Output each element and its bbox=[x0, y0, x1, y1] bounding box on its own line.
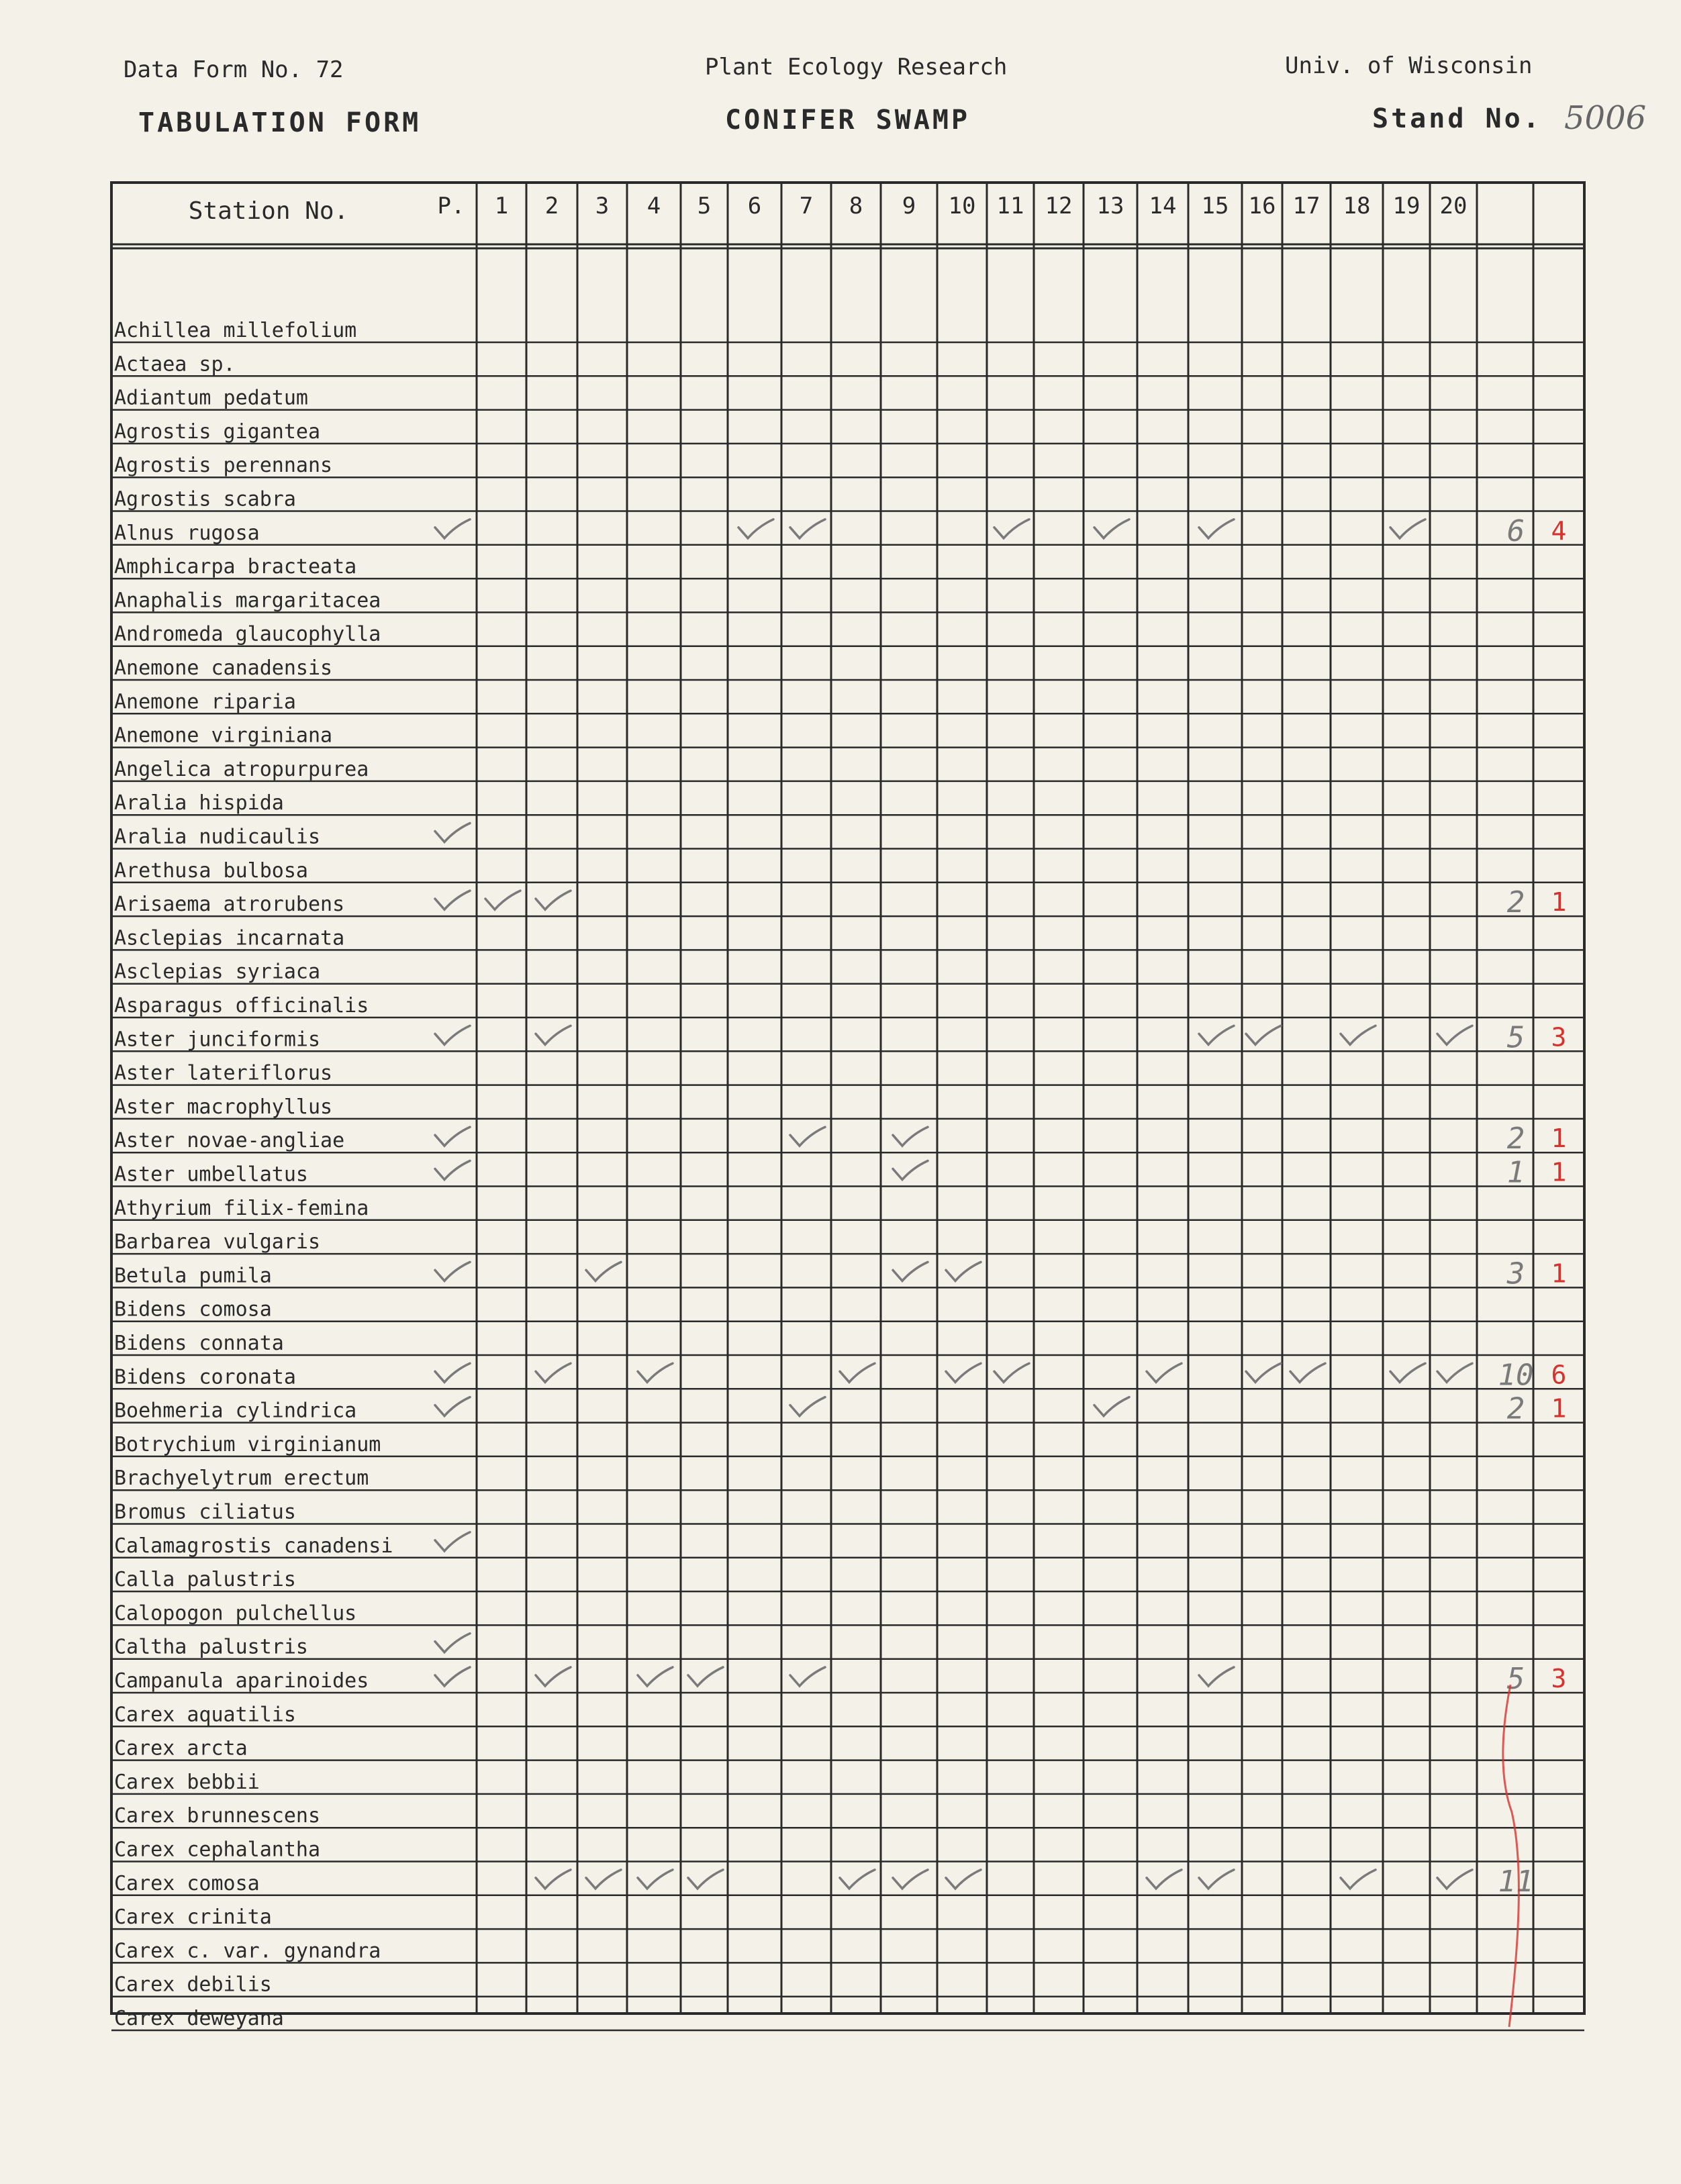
station-column-label: P. bbox=[437, 193, 465, 219]
species-name: Asclepias syriaca bbox=[114, 960, 321, 984]
check-mark bbox=[893, 1870, 928, 1889]
species-name: Aralia hispida bbox=[114, 791, 284, 815]
station-column-label: 4 bbox=[646, 193, 661, 219]
station-column-label: 3 bbox=[595, 193, 610, 219]
check-mark bbox=[638, 1667, 673, 1686]
check-mark bbox=[994, 519, 1029, 538]
species-name: Anemone riparia bbox=[114, 690, 296, 714]
station-header: Station No. bbox=[188, 197, 349, 225]
check-mark bbox=[1390, 1363, 1425, 1382]
check-mark bbox=[435, 1363, 470, 1382]
species-name: Boehmeria cylindrica bbox=[114, 1399, 357, 1423]
check-mark bbox=[1094, 519, 1129, 538]
check-mark bbox=[1390, 519, 1425, 538]
check-mark bbox=[1147, 1363, 1182, 1382]
station-column-label: 1 bbox=[494, 193, 509, 219]
station-column-label: 18 bbox=[1343, 193, 1371, 219]
station-column-label: 20 bbox=[1439, 193, 1468, 219]
row-frequency: 1 bbox=[1551, 1124, 1567, 1154]
check-mark bbox=[435, 519, 470, 538]
check-mark bbox=[485, 891, 520, 909]
species-name: Aster macrophyllus bbox=[114, 1095, 333, 1119]
check-mark bbox=[840, 1363, 875, 1382]
check-mark bbox=[790, 519, 825, 538]
check-mark bbox=[893, 1127, 928, 1146]
row-frequency: 1 bbox=[1551, 1258, 1567, 1289]
row-total: 2 bbox=[1506, 1391, 1525, 1426]
check-mark bbox=[586, 1870, 621, 1889]
species-name: Achillea millefolium bbox=[114, 319, 357, 342]
form-title: TABULATION FORM bbox=[138, 107, 422, 138]
row-total: 11 bbox=[1498, 1864, 1534, 1899]
species-name: Calla palustris bbox=[114, 1568, 296, 1592]
check-mark bbox=[1437, 1026, 1472, 1044]
check-mark bbox=[893, 1161, 928, 1180]
species-name: Anaphalis margaritacea bbox=[114, 589, 381, 613]
species-name: Anemone virginiana bbox=[114, 724, 333, 748]
species-name: Alnus rugosa bbox=[114, 521, 260, 545]
species-name: Bidens comosa bbox=[114, 1297, 272, 1322]
stand-label: Stand No. bbox=[1372, 103, 1542, 134]
species-name: Calopogon pulchellus bbox=[114, 1601, 357, 1626]
row-total: 2 bbox=[1506, 885, 1525, 920]
check-mark bbox=[1437, 1363, 1472, 1382]
row-frequency: 6 bbox=[1551, 1360, 1567, 1390]
check-mark bbox=[1199, 1026, 1234, 1044]
station-column-label: 12 bbox=[1045, 193, 1073, 219]
check-mark bbox=[435, 1532, 470, 1551]
species-name: Carex debilis bbox=[114, 1973, 272, 1997]
station-column-label: 9 bbox=[902, 193, 916, 219]
check-mark bbox=[1147, 1870, 1182, 1889]
station-column-label: 16 bbox=[1248, 193, 1276, 219]
organization: Plant Ecology Research bbox=[705, 54, 1008, 81]
species-name: Arisaema atrorubens bbox=[114, 893, 345, 917]
check-mark bbox=[1341, 1026, 1376, 1044]
check-mark bbox=[790, 1397, 825, 1416]
station-column-label: 6 bbox=[747, 193, 762, 219]
species-name: Bromus ciliatus bbox=[114, 1500, 296, 1524]
species-name: Brachyelytrum erectum bbox=[114, 1467, 369, 1491]
species-name: Carex arcta bbox=[114, 1736, 248, 1760]
species-name: Caltha palustris bbox=[114, 1635, 308, 1659]
check-mark bbox=[946, 1870, 981, 1889]
species-name: Carex c. var. gynandra bbox=[114, 1939, 381, 1963]
station-column-label: 2 bbox=[544, 193, 559, 219]
species-name: Agrostis gigantea bbox=[114, 419, 321, 444]
species-name: Andromeda glaucophylla bbox=[114, 622, 381, 646]
row-total: 1 bbox=[1506, 1155, 1525, 1190]
species-name: Asclepias incarnata bbox=[114, 926, 345, 950]
community-title: CONIFER SWAMP bbox=[725, 105, 971, 136]
check-mark bbox=[435, 1127, 470, 1146]
station-column-label: 10 bbox=[948, 193, 976, 219]
check-mark bbox=[435, 1397, 470, 1416]
row-frequency: 3 bbox=[1551, 1022, 1567, 1052]
species-name: Aster junciformis bbox=[114, 1028, 321, 1052]
check-mark bbox=[536, 1870, 571, 1889]
check-mark bbox=[435, 824, 470, 842]
check-mark bbox=[790, 1127, 825, 1146]
species-name: Carex crinita bbox=[114, 1905, 272, 1930]
check-mark bbox=[435, 1667, 470, 1686]
row-total: 10 bbox=[1498, 1358, 1534, 1393]
check-mark bbox=[946, 1363, 981, 1382]
row-frequency: 4 bbox=[1551, 515, 1567, 546]
species-name: Angelica atropurpurea bbox=[114, 757, 369, 781]
species-name: Bidens coronata bbox=[114, 1365, 296, 1389]
station-column-label: 15 bbox=[1201, 193, 1229, 219]
species-name: Adiantum pedatum bbox=[114, 386, 308, 410]
row-total: 2 bbox=[1506, 1122, 1525, 1156]
check-mark bbox=[638, 1363, 673, 1382]
check-mark bbox=[638, 1870, 673, 1889]
species-name: Botrychium virginianum bbox=[114, 1432, 381, 1456]
species-name: Anemone canadensis bbox=[114, 656, 333, 680]
check-mark bbox=[586, 1262, 621, 1281]
check-mark bbox=[840, 1870, 875, 1889]
check-mark bbox=[536, 1026, 571, 1044]
species-name: Barbarea vulgaris bbox=[114, 1230, 321, 1254]
check-mark bbox=[893, 1262, 928, 1281]
red-pencil-stroke bbox=[1503, 1685, 1519, 2027]
check-mark bbox=[688, 1667, 723, 1686]
species-name: Carex brunnescens bbox=[114, 1804, 321, 1828]
species-name: Athyrium filix-femina bbox=[114, 1196, 369, 1220]
check-mark bbox=[688, 1870, 723, 1889]
row-total: 5 bbox=[1506, 1662, 1525, 1696]
check-mark bbox=[435, 1026, 470, 1044]
form-number: Data Form No. 72 bbox=[124, 56, 344, 83]
species-name: Agrostis perennans bbox=[114, 454, 333, 478]
species-name: Carex cephalantha bbox=[114, 1838, 321, 1862]
check-mark bbox=[435, 1262, 470, 1281]
check-mark bbox=[1199, 1870, 1234, 1889]
check-mark bbox=[994, 1363, 1029, 1382]
species-name: Calamagrostis canadensi bbox=[114, 1534, 393, 1558]
row-frequency: 1 bbox=[1551, 887, 1567, 917]
check-mark bbox=[738, 519, 773, 538]
check-mark bbox=[536, 1363, 571, 1382]
check-mark bbox=[1290, 1363, 1325, 1382]
species-name: Asparagus officinalis bbox=[114, 994, 369, 1017]
row-frequency: 1 bbox=[1551, 1393, 1567, 1424]
species-name: Amphicarpa bracteata bbox=[114, 555, 357, 579]
species-name: Aster umbellatus bbox=[114, 1162, 308, 1187]
species-name: Actaea sp. bbox=[114, 352, 236, 377]
check-mark bbox=[790, 1667, 825, 1686]
check-mark bbox=[1246, 1363, 1281, 1382]
check-mark bbox=[536, 1667, 571, 1686]
species-name: Carex bebbii bbox=[114, 1770, 260, 1794]
row-total: 3 bbox=[1506, 1256, 1525, 1291]
check-mark bbox=[435, 1161, 470, 1180]
species-name: Bidens connata bbox=[114, 1332, 284, 1355]
station-column-label: 8 bbox=[849, 193, 863, 219]
species-name: Aster lateriflorus bbox=[114, 1061, 333, 1085]
station-column-label: 14 bbox=[1149, 193, 1177, 219]
species-name: Arethusa bulbosa bbox=[114, 858, 308, 883]
species-name: Betula pumila bbox=[114, 1264, 272, 1288]
check-mark bbox=[1246, 1026, 1281, 1044]
species-name: Aster novae-angliae bbox=[114, 1129, 345, 1153]
stand-number: 5006 bbox=[1564, 99, 1647, 137]
check-mark bbox=[435, 891, 470, 909]
check-mark bbox=[1199, 519, 1234, 538]
row-frequency: 1 bbox=[1551, 1157, 1567, 1187]
species-name: Carex comosa bbox=[114, 1871, 260, 1895]
check-mark bbox=[435, 1634, 470, 1652]
row-total: 5 bbox=[1506, 1020, 1525, 1055]
check-mark bbox=[1341, 1870, 1376, 1889]
species-name: Carex deweyana bbox=[114, 2007, 284, 2030]
species-name: Aralia nudicaulis bbox=[114, 825, 321, 849]
station-column-label: 19 bbox=[1392, 193, 1421, 219]
station-column-label: 11 bbox=[996, 193, 1024, 219]
check-mark bbox=[946, 1262, 981, 1281]
station-column-label: 5 bbox=[697, 193, 712, 219]
species-name: Carex aquatilis bbox=[114, 1703, 296, 1727]
check-mark bbox=[1094, 1397, 1129, 1416]
check-mark bbox=[1199, 1667, 1234, 1686]
station-column-label: 7 bbox=[799, 193, 814, 219]
species-name: Agrostis scabra bbox=[114, 487, 296, 511]
check-mark bbox=[1437, 1870, 1472, 1889]
row-frequency: 3 bbox=[1551, 1664, 1567, 1693]
station-column-label: 13 bbox=[1096, 193, 1124, 219]
check-mark bbox=[536, 891, 571, 909]
station-column-label: 17 bbox=[1292, 193, 1320, 219]
species-name: Campanula aparinoides bbox=[114, 1669, 369, 1693]
row-total: 6 bbox=[1506, 513, 1525, 548]
university: Univ. of Wisconsin bbox=[1285, 52, 1533, 79]
